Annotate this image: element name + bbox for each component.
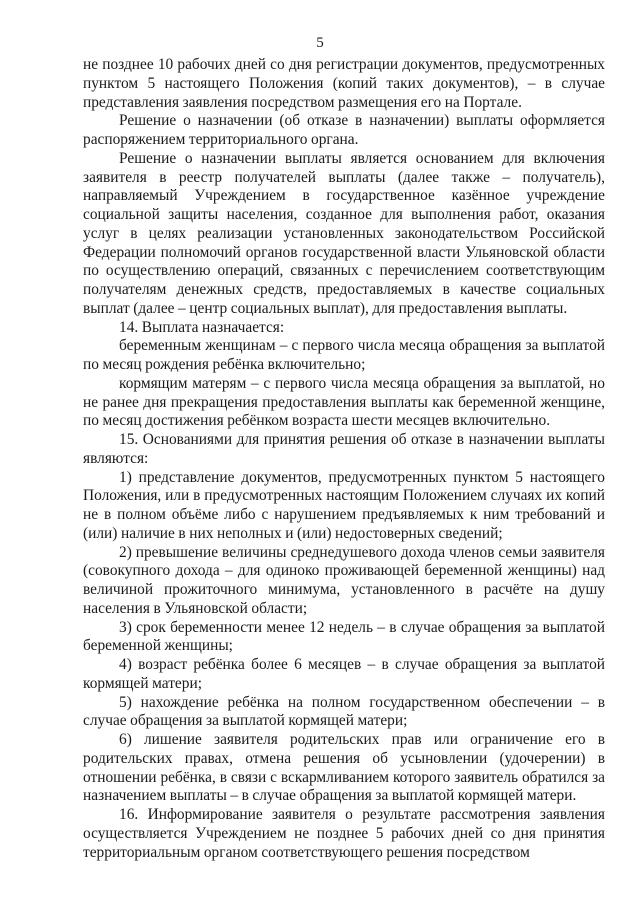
list-item-refusal-1: 1) представление документов, предусмотренных пунктом 5 настоящего Положения, или в предусмотренных настоящим Положением случаях их копий не в полном объёме либо с нарушением предъявляемых к ним требований и (или) наличие в них неполных и (или) недостоверных сведений; bbox=[83, 468, 605, 542]
paragraph-submission-deadline: не позднее 10 рабочих дней со дня регистрации документов, предусмотренных пунктом 5 настоящего Положения (копий таких документов), – в случае представления заявления посредством размещения его на Портале. bbox=[83, 56, 605, 111]
paragraph-section-15-heading: 15. Основаниями для принятия решения об отказе в назначении выплаты являются: bbox=[83, 431, 605, 467]
paragraph-pregnant-women: беременным женщинам – с первого числа месяца обращения за выплатой по месяц рождения ребёнка включительно; bbox=[83, 337, 605, 373]
page-number: 5 bbox=[316, 35, 324, 51]
list-item-refusal-5: 5) нахождение ребёнка на полном государственном обеспечении – в случае обращения за выплатой кормящей матери; bbox=[83, 693, 605, 730]
paragraph-decision-formalization: Решение о назначении (об отказе в назначении) выплаты оформляется распоряжением территориального органа. bbox=[83, 112, 605, 148]
paragraph-recipient-registry: Решение о назначении выплаты является основанием для включения заявителя в реестр получателей выплаты (далее также – получатель), направляемый Учреждением в государственное казённое учреждение социальной защиты населения, созданное для выполнения работ, оказания услуг в целях реализации установленных законодательством Российской Федерации полномочий органов государственной власти Ульяновской области по осуществлению операций, связанных с перечислением соответствующим получателям денежных средств, предоставляемых в качестве социальных выплат (далее – центр социальных выплат), для предоставления выплаты. bbox=[83, 149, 605, 317]
list-item-refusal-2: 2) превышение величины среднедушевого дохода членов семьи заявителя (совокупного дохода – для одиноко проживающей беременной женщины) над величиной прожиточного минимума, установленного в расчёте на душу населения в Ульяновской области; bbox=[83, 543, 605, 617]
document-body bbox=[83, 56, 605, 862]
list-item-refusal-4: 4) возраст ребёнка более 6 месяцев – в случае обращения за выплатой кормящей матери; bbox=[83, 656, 605, 692]
paragraph-section-14-heading: 14. Выплата назначается: bbox=[119, 318, 285, 336]
list-item-refusal-6: 6) лишение заявителя родительских прав или ограничение его в родительских правах, отмена решения об усыновлении (удочерении) в отношении ребёнка, в связи с вскармливанием которого заявитель обратился за назначением выплаты – в случае обращения за выплатой кормящей матери. bbox=[83, 731, 605, 805]
paragraph-section-16: 16. Информирование заявителя о результате рассмотрения заявления осуществляется Учреждением не позднее 5 рабочих дней со дня принятия территориальным органом соответствующего решения посредством bbox=[83, 806, 605, 861]
paragraph-nursing-mothers: кормящим матерям – с первого числа месяца обращения за выплатой, но не ранее дня прекращения предоставления выплаты как беременной женщине, по месяц достижения ребёнком возраста шести месяцев включительно. bbox=[83, 374, 605, 430]
list-item-refusal-3: 3) срок беременности менее 12 недель – в случае обращения за выплатой беременной женщины; bbox=[83, 618, 605, 655]
